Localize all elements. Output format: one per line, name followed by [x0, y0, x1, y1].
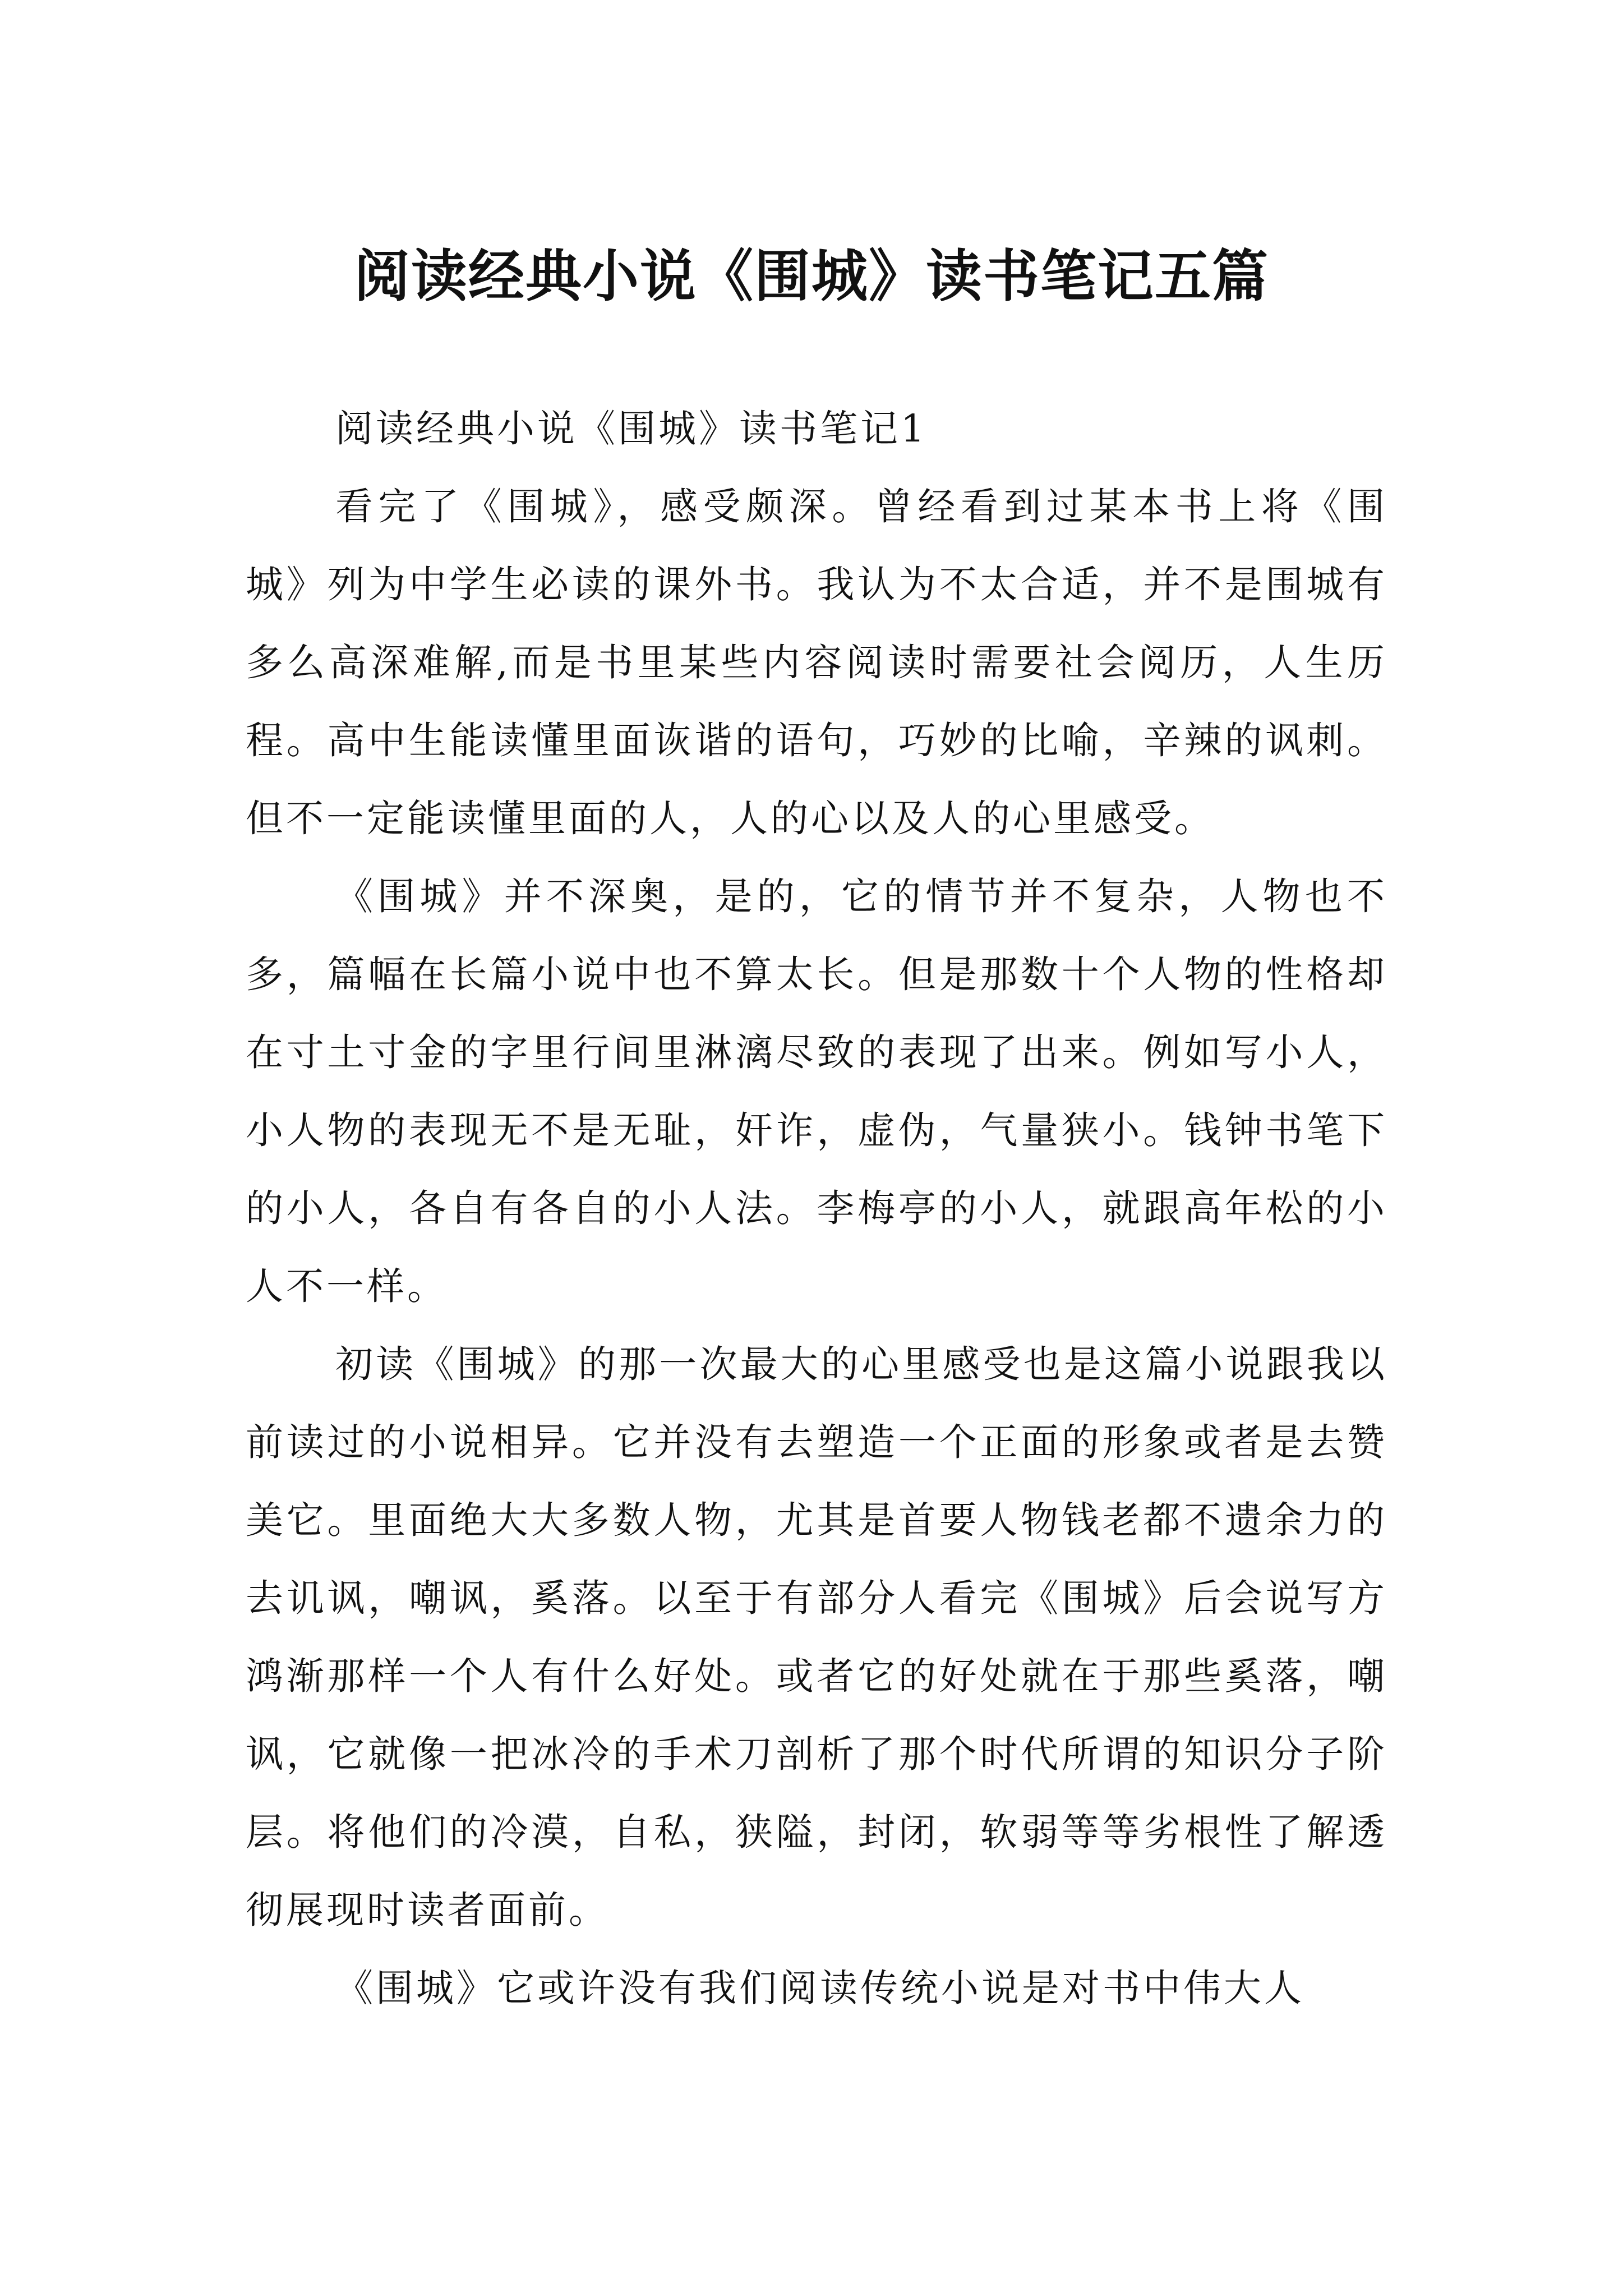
paragraph: 初读《围城》的那一次最大的心里感受也是这篇小说跟我以前读过的小说相异。它并没有去塑造一个正面的形象或者是去赞美它。里面绝大大多数人物，尤其是首要人物钱老都不遗余力的去讥讽，嘲讽，奚落。以至于有部分人看完《围城》后会说写方鸿渐那样一个人有什么好处。或者它的好处就在于那些奚落，嘲讽，它就像一把冰冷的手术刀剖析了那个时代所谓的知识分子阶层。将他们的冷漠，自私，狭隘，封闭，软弱等等劣根性了解透彻展现时读者面前。: [246, 1342, 1387, 1932]
paragraph: 《围城》并不深奥，是的，它的情节并不复杂，人物也不多，篇幅在长篇小说中也不算太长。但是那数十个人物的性格却在寸土寸金的字里行间里淋漓尽致的表现了出来。例如写小人，小人物的表现无不是无耻，奸诈，虚伪，气量狭小。钱钟书笔下的小人，各自有各自的小人法。李梅亭的小人，就跟高年松的小人不一样。: [246, 875, 1387, 1308]
document-title: 阅读经典小说《围城》读书笔记五篇: [354, 243, 1269, 309]
paragraph: 看完了《围城》，感受颇深。曾经看到过某本书上将《围城》列为中学生必读的课外书。我认为不太合适，并不是围城有多么高深难解,而是书里某些内容阅读时需要社会阅历，人生历程。高中生能读懂里面诙谐的语句，巧妙的比喻，辛辣的讽刺。但不一定能读懂里面的人，人的心以及人的心里感受。: [246, 485, 1387, 840]
paragraph: 《围城》它或许没有我们阅读传统小说是对书中伟大人: [335, 1966, 1304, 2010]
section-heading: 阅读经典小说《围城》读书笔记1: [335, 407, 928, 450]
document-body: [246, 390, 1387, 2027]
